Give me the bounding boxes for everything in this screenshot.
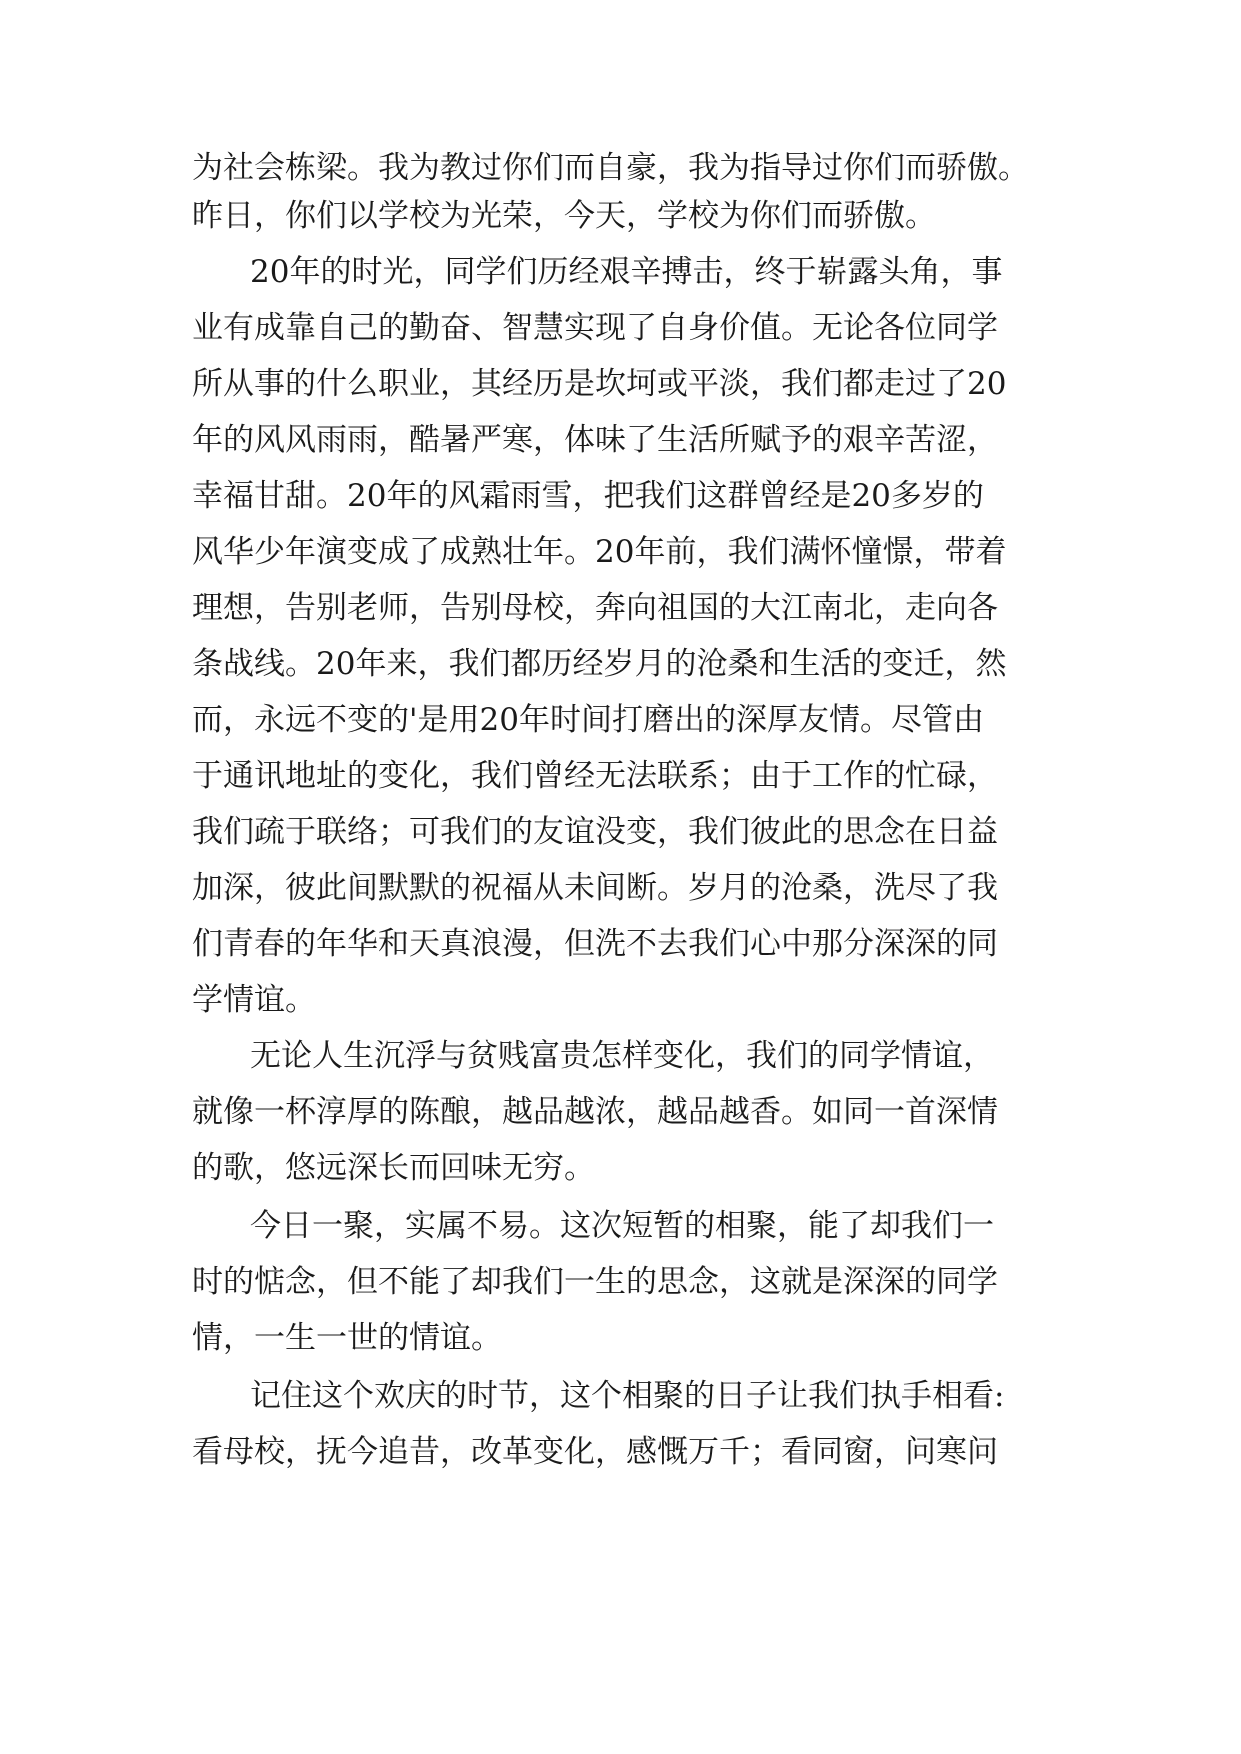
text-line: 就像一杯淳厚的陈酿，越品越浓，越品越香。如同一首深情	[192, 1094, 998, 1130]
text-line: 业有成靠自己的勤奋、智慧实现了自身价值。无论各位同学	[192, 310, 998, 346]
text-line: 条战线。20年来，我们都历经岁月的沧桑和生活的变迁，然	[192, 646, 1007, 682]
text-line: 幸福甘甜。20年的风霜雨雪，把我们这群曾经是20多岁的	[192, 478, 984, 514]
paragraph-first-line: 20年的时光，同学们历经艰辛搏击，终于崭露头角，事	[250, 254, 1003, 290]
text-line: 为社会栋梁。我为教过你们而自豪，我为指导过你们而骄傲。	[192, 150, 1029, 186]
text-line: 年的风风雨雨，酷暑严寒，体味了生活所赋予的艰辛苦涩，	[192, 422, 998, 458]
text-line: 昨日，你们以学校为光荣，今天，学校为你们而骄傲。	[192, 198, 936, 234]
text-line: 的歌，悠远深长而回味无穷。	[192, 1150, 595, 1186]
text-line: 们青春的年华和天真浪漫，但洗不去我们心中那分深深的同	[192, 926, 998, 962]
paragraph-first-line: 无论人生沉浮与贫贱富贵怎样变化，我们的同学情谊，	[250, 1038, 994, 1074]
text-line: 而，永远不变的'是用20年时间打磨出的深厚友情。尽管由	[192, 702, 984, 738]
paragraph-first-line: 今日一聚，实属不易。这次短暂的相聚，能了却我们一	[250, 1208, 994, 1244]
text-line: 加深，彼此间默默的祝福从未间断。岁月的沧桑，洗尽了我	[192, 870, 998, 906]
text-line: 看母校，抚今追昔，改革变化，感慨万千；看同窗，问寒问	[192, 1434, 998, 1470]
text-line: 风华少年演变成了成熟壮年。20年前，我们满怀憧憬，带着	[192, 534, 1007, 570]
text-line: 学情谊。	[192, 982, 316, 1018]
paragraph-first-line: 记住这个欢庆的时节，这个相聚的日子让我们执手相看:	[250, 1378, 1005, 1414]
text-line: 所从事的什么职业，其经历是坎坷或平淡，我们都走过了20	[192, 366, 1007, 402]
text-line: 我们疏于联络；可我们的友谊没变，我们彼此的思念在日益	[192, 814, 998, 850]
text-line: 于通讯地址的变化，我们曾经无法联系；由于工作的忙碌，	[192, 758, 998, 794]
text-line: 时的惦念，但不能了却我们一生的思念，这就是深深的同学	[192, 1264, 998, 1300]
text-line: 情，一生一世的情谊。	[192, 1320, 502, 1356]
text-line: 理想，告别老师，告别母校，奔向祖国的大江南北，走向各	[192, 590, 998, 626]
